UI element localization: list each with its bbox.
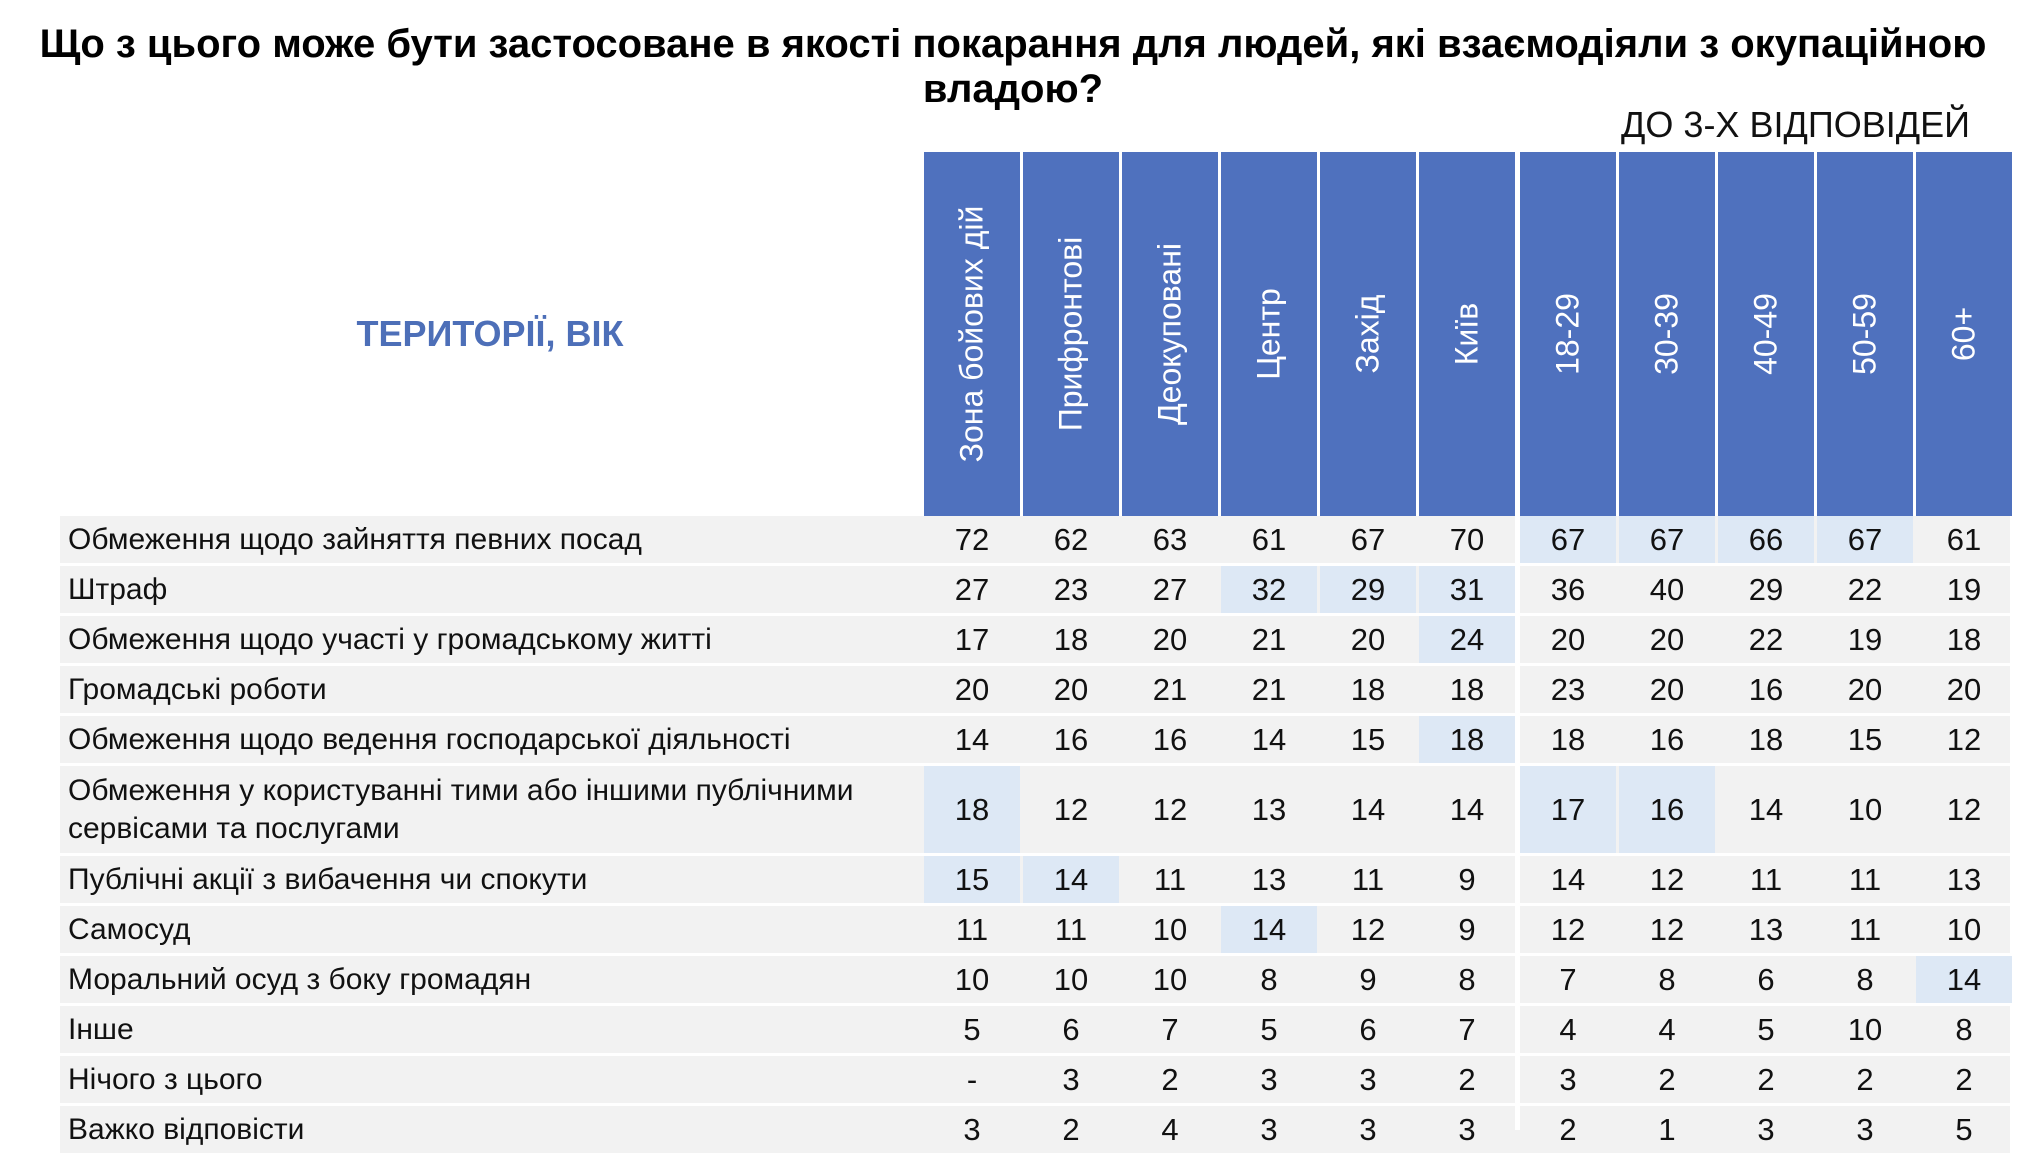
- value-cell: 12: [1053, 791, 1089, 827]
- value-cell: 17: [954, 621, 990, 657]
- value-cell: 3: [1458, 1111, 1476, 1147]
- value-cell: 18: [1748, 721, 1784, 757]
- value-cell: 20: [1946, 671, 1982, 707]
- value-cell: 12: [1152, 791, 1188, 827]
- value-cell: 16: [1053, 721, 1089, 757]
- value-cell: 13: [1251, 861, 1287, 897]
- value-cell: 10: [1152, 911, 1188, 947]
- value-cell: 2: [1955, 1061, 1973, 1097]
- value-cell: 8: [1955, 1011, 1973, 1047]
- value-cell: 20: [1847, 671, 1883, 707]
- value-cell: 8: [1658, 961, 1676, 997]
- value-cell-highlighted: 24: [1419, 616, 1515, 663]
- value-cell: 18: [1053, 621, 1089, 657]
- value-cell-highlighted: 67: [1619, 516, 1715, 563]
- row-label: Самосуд: [68, 912, 191, 946]
- column-header: [1419, 152, 1515, 516]
- row-label: Обмеження у користуванні тими або іншими публічними сервісами та послугами: [68, 773, 854, 845]
- value-cell: 14: [1550, 861, 1586, 897]
- value-cell: 5: [1955, 1111, 1973, 1147]
- page-title: Що з цього може бути застосоване в якості покарання для людей, які взаємодіяли з окупаційною владою?: [39, 22, 1987, 111]
- value-cell: 3: [1062, 1061, 1080, 1097]
- value-cell: 10: [954, 961, 990, 997]
- column-header: [1023, 152, 1119, 516]
- value-cell: 18: [1946, 621, 1982, 657]
- value-cell: 10: [1053, 961, 1089, 997]
- value-cell: 21: [1251, 621, 1287, 657]
- value-cell: 9: [1458, 861, 1476, 897]
- value-cell: 14: [1449, 791, 1485, 827]
- value-cell: 16: [1649, 721, 1685, 757]
- value-cell: 7: [1559, 961, 1577, 997]
- value-cell: -: [966, 1061, 978, 1097]
- value-cell-highlighted: 18: [1419, 716, 1515, 763]
- value-cell: 61: [1946, 521, 1982, 557]
- value-cell: 18: [1550, 721, 1586, 757]
- value-cell: 14: [954, 721, 990, 757]
- value-cell: 3: [1260, 1111, 1278, 1147]
- column-header: [1817, 152, 1913, 516]
- column-header: [1320, 152, 1416, 516]
- value-cell: 2: [1458, 1061, 1476, 1097]
- value-cell: 14: [1350, 791, 1386, 827]
- value-cell: 8: [1458, 961, 1476, 997]
- group-separator: [1515, 152, 1520, 1130]
- value-cell: 20: [1053, 671, 1089, 707]
- value-cell: 12: [1946, 721, 1982, 757]
- column-header: [1718, 152, 1814, 516]
- value-cell: 11: [1848, 861, 1882, 897]
- column-header-label: 50-59: [1846, 293, 1883, 375]
- column-header: [1122, 152, 1218, 516]
- value-cell: 11: [1054, 911, 1088, 947]
- value-cell: 14: [1748, 791, 1784, 827]
- value-cell: 10: [1847, 1011, 1883, 1047]
- row-label: Громадські роботи: [68, 672, 327, 706]
- row-label: Штраф: [68, 572, 168, 606]
- value-cell: 27: [1152, 571, 1188, 607]
- value-cell: 22: [1748, 621, 1784, 657]
- value-cell: 3: [1260, 1061, 1278, 1097]
- value-cell: 16: [1152, 721, 1188, 757]
- value-cell: 8: [1856, 961, 1874, 997]
- value-cell: 12: [1550, 911, 1586, 947]
- value-cell: 29: [1748, 571, 1784, 607]
- value-cell: 2: [1161, 1061, 1179, 1097]
- column-header-label: 60+: [1945, 306, 1982, 362]
- value-cell: 5: [1757, 1011, 1775, 1047]
- value-cell-highlighted: 32: [1221, 566, 1317, 613]
- row-label: Нічого з цього: [68, 1062, 263, 1096]
- value-cell: 2: [1559, 1111, 1577, 1147]
- value-cell: 21: [1152, 671, 1188, 707]
- row-label: Обмеження щодо зайняття певних посад: [68, 522, 642, 556]
- value-cell-highlighted: 18: [924, 766, 1020, 853]
- value-cell: 6: [1359, 1011, 1377, 1047]
- value-cell-highlighted: 14: [1221, 906, 1317, 953]
- value-cell: 40: [1649, 571, 1685, 607]
- column-header: [1221, 152, 1317, 516]
- value-cell: 12: [1649, 861, 1685, 897]
- value-cell: 11: [955, 911, 989, 947]
- value-cell: 62: [1053, 521, 1089, 557]
- value-cell: 5: [963, 1011, 981, 1047]
- value-cell: 13: [1748, 911, 1784, 947]
- value-cell: 18: [1449, 671, 1485, 707]
- value-cell: 6: [1062, 1011, 1080, 1047]
- value-cell: 4: [1658, 1011, 1676, 1047]
- value-cell: 22: [1847, 571, 1883, 607]
- value-cell: 7: [1458, 1011, 1476, 1047]
- column-header: [1520, 152, 1616, 516]
- value-cell: 4: [1161, 1111, 1179, 1147]
- row-label: Обмеження щодо участі у громадському житті: [68, 622, 712, 656]
- value-cell: 13: [1251, 791, 1287, 827]
- column-header-label: Центр: [1250, 288, 1287, 380]
- value-cell: 7: [1161, 1011, 1179, 1047]
- column-header-label: Деокуповані: [1151, 243, 1188, 425]
- value-cell: 20: [1152, 621, 1188, 657]
- row-label: Інше: [68, 1012, 134, 1046]
- value-cell-highlighted: 17: [1520, 766, 1616, 853]
- value-cell: 18: [1350, 671, 1386, 707]
- value-cell: 63: [1152, 521, 1188, 557]
- column-header-label: Зона бойових дій: [953, 205, 990, 463]
- value-cell: 1: [1658, 1111, 1676, 1147]
- value-cell: 12: [1350, 911, 1386, 947]
- value-cell: 20: [1350, 621, 1386, 657]
- value-cell: 8: [1260, 961, 1278, 997]
- value-cell: 11: [1153, 861, 1187, 897]
- value-cell: 4: [1559, 1011, 1577, 1047]
- column-header: [924, 152, 1020, 516]
- value-cell: 61: [1251, 521, 1287, 557]
- value-cell: 23: [1550, 671, 1586, 707]
- value-cell: 19: [1847, 621, 1883, 657]
- value-cell: 9: [1359, 961, 1377, 997]
- value-cell: 9: [1458, 911, 1476, 947]
- value-cell: 15: [1847, 721, 1883, 757]
- value-cell: 3: [1559, 1061, 1577, 1097]
- value-cell-highlighted: 67: [1817, 516, 1913, 563]
- value-cell: 67: [1350, 521, 1386, 557]
- value-cell: 3: [1757, 1111, 1775, 1147]
- value-cell: 2: [1757, 1061, 1775, 1097]
- value-cell-highlighted: 29: [1320, 566, 1416, 613]
- value-cell: 36: [1550, 571, 1586, 607]
- column-header-label: 30-39: [1648, 293, 1685, 375]
- value-cell: 3: [1359, 1111, 1377, 1147]
- value-cell: 2: [1658, 1061, 1676, 1097]
- value-cell: 70: [1449, 521, 1485, 557]
- value-cell: 2: [1856, 1061, 1874, 1097]
- value-cell-highlighted: 31: [1419, 566, 1515, 613]
- value-cell: 20: [954, 671, 990, 707]
- value-cell: 10: [1152, 961, 1188, 997]
- value-cell: 15: [1350, 721, 1386, 757]
- value-cell: 20: [1649, 671, 1685, 707]
- column-header-label: Прифронтові: [1052, 236, 1089, 432]
- value-cell: 10: [1847, 791, 1883, 827]
- value-cell: 14: [1251, 721, 1287, 757]
- column-header-label: 18-29: [1549, 293, 1586, 375]
- column-header: [1619, 152, 1715, 516]
- value-cell: 16: [1748, 671, 1784, 707]
- value-cell: 20: [1649, 621, 1685, 657]
- value-cell-highlighted: 67: [1520, 516, 1616, 563]
- value-cell-highlighted: 15: [924, 856, 1020, 903]
- value-cell: 12: [1946, 791, 1982, 827]
- value-cell-highlighted: 16: [1619, 766, 1715, 853]
- value-cell: 3: [1359, 1061, 1377, 1097]
- value-cell: 11: [1749, 861, 1783, 897]
- value-cell: 2: [1062, 1111, 1080, 1147]
- row-label: Обмеження щодо ведення господарської діяльності: [68, 722, 791, 756]
- value-cell: 20: [1550, 621, 1586, 657]
- row-label: Моральний осуд з боку громадян: [68, 962, 532, 996]
- row-label: Важко відповісти: [68, 1112, 305, 1146]
- column-header-label: 40-49: [1747, 293, 1784, 375]
- value-cell: 21: [1251, 671, 1287, 707]
- column-header: [1916, 152, 2012, 516]
- value-cell: 11: [1351, 861, 1385, 897]
- section-label: ТЕРИТОРІЇ, ВІК: [356, 313, 624, 354]
- subtitle: ДО 3-Х ВІДПОВІДЕЙ: [1621, 104, 1970, 145]
- column-header-label: Захід: [1349, 294, 1386, 374]
- value-cell: 6: [1757, 961, 1775, 997]
- value-cell-highlighted: 14: [1023, 856, 1119, 903]
- value-cell: 12: [1649, 911, 1685, 947]
- value-cell: 3: [963, 1111, 981, 1147]
- value-cell-highlighted: 14: [1916, 956, 2012, 1003]
- value-cell-highlighted: 66: [1718, 516, 1814, 563]
- value-cell: 3: [1856, 1111, 1874, 1147]
- value-cell: 11: [1848, 911, 1882, 947]
- value-cell: 5: [1260, 1011, 1278, 1047]
- value-cell: 72: [954, 521, 990, 557]
- value-cell: 19: [1946, 571, 1982, 607]
- column-header-label: Київ: [1448, 302, 1485, 366]
- row-label: Публічні акції з вибачення чи спокути: [68, 862, 588, 896]
- value-cell: 13: [1946, 861, 1982, 897]
- value-cell: 10: [1946, 911, 1982, 947]
- value-cell: 23: [1053, 571, 1089, 607]
- value-cell: 27: [954, 571, 990, 607]
